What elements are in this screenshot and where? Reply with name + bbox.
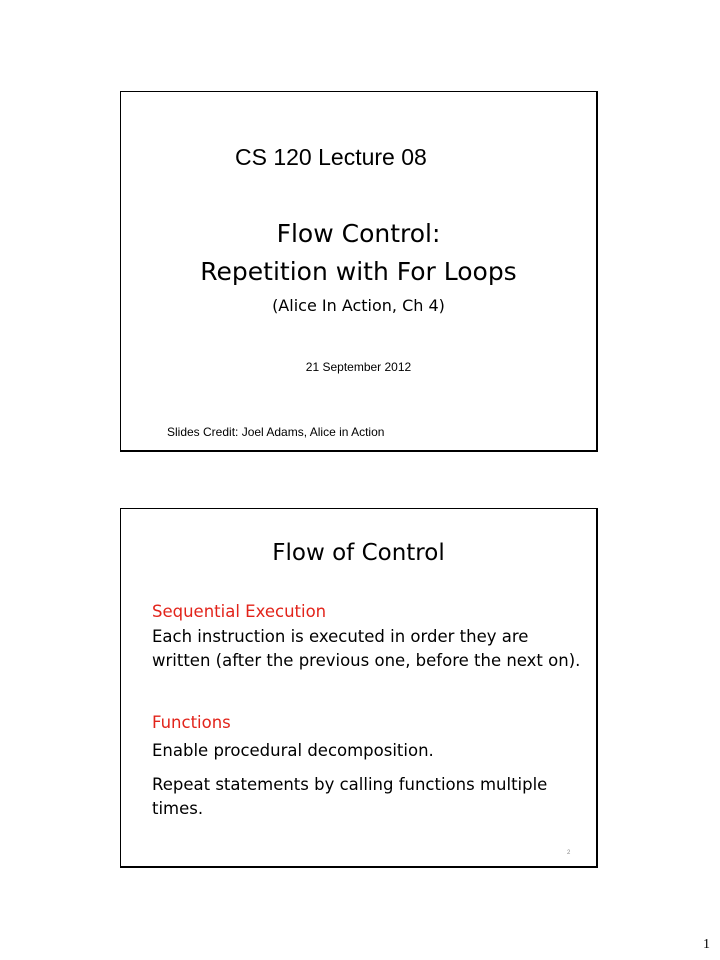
lecture-date: 21 September 2012: [305, 360, 412, 374]
heading-functions: Functions: [152, 713, 231, 732]
text-procedural-decomposition: Enable procedural decomposition.: [152, 741, 434, 760]
text-sequential-description: Each instruction is executed in order they are written (after the previous one, before the next on).: [152, 627, 581, 670]
heading-sequential-execution: Sequential Execution: [152, 602, 327, 621]
slides-credit: Slides Credit: Joel Adams, Alice in Action: [167, 425, 385, 439]
slide-1-title-line-2: Repetition with For Loops: [200, 257, 517, 286]
slide-1-title-line-1: Flow Control:: [276, 219, 441, 248]
slide-1-subtitle: (Alice In Action, Ch 4): [272, 296, 445, 315]
slide-1: [120, 91, 598, 452]
slide-2-title: Flow of Control: [272, 540, 445, 566]
page-number: 1: [703, 937, 710, 952]
slide-number: 2: [567, 850, 571, 856]
slide-2: [120, 508, 598, 868]
course-label: CS 120 Lecture 08: [235, 144, 427, 170]
text-repeat-statements: Repeat statements by calling functions multiple times.: [152, 775, 548, 818]
